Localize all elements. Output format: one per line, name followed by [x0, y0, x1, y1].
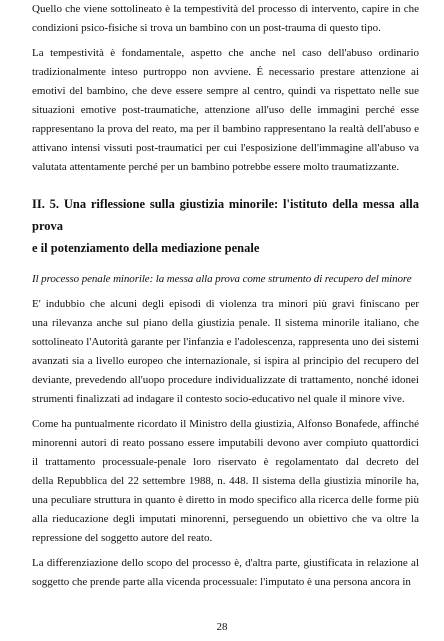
- text-line: avanzati sia a livello europeo che internazionale, si ispira al principio del recupero del: [32, 355, 419, 367]
- text-line: La tempestività è fondamentale, aspetto che anche nel caso dell'abuso ordinario: [32, 47, 419, 59]
- text-line: della Repubblica del 22 settembre 1988, n. 448. Il sistema della giustizia minorile ha,: [32, 475, 419, 487]
- paragraph: [32, 554, 419, 592]
- text-line: una rilevanza anche sul piano della giustizia penale. Il sistema minorile italiano, che: [32, 317, 419, 329]
- top-paragraphs: [32, 0, 419, 177]
- page-number: 28: [216, 621, 228, 633]
- text-line: attivano intensi vissuti post-traumatici per cui l'esposizione dell'immagine all'abuso va: [32, 142, 419, 154]
- text-line: strumenti finalizzati ad indagare il contesto socio-educativo nel quale il minore vive.: [32, 393, 405, 405]
- text-line: alla rieducazione degli imputati minorenni, perseguendo un obiettivo che va oltre la: [32, 513, 419, 525]
- heading-line: II. 5. Una riflessione sulla giustizia minorile: l'istituto della messa alla prova: [32, 197, 419, 233]
- paragraph: [32, 44, 419, 177]
- paragraph: [32, 0, 419, 38]
- text-line: tradizionalmente inteso purtroppo non avviene. É necessario prestare attenzione ai: [32, 66, 419, 78]
- text-line: La differenziazione dello scopo del processo è, d'altra parte, giustificata in relazione al: [32, 557, 419, 569]
- text-line: repressione del soggetto autore del reato.: [32, 532, 213, 544]
- bottom-paragraphs: [32, 295, 419, 592]
- document-page: [32, 0, 419, 598]
- paragraph: [32, 415, 419, 548]
- text-line: Come ha puntualmente ricordato il Ministro della giustizia, Alfonso Bonafede, affinché: [32, 418, 419, 430]
- text-line: minorenni autori di reato possano essere imputabili devono aver compiuto quattordici: [32, 437, 419, 449]
- text-line: situazioni emotive post-traumatiche, attenzione all'uso delle immagini perché esse: [32, 104, 419, 116]
- text-line: il trattamento processuale-penale loro riservato è regolamentato dal decreto del: [32, 456, 419, 468]
- text-line: una peculiare struttura in quanto è diretto in modo specifico alla ricerca delle forme più: [32, 494, 419, 506]
- section-heading: [32, 193, 419, 259]
- text-line: E' indubbio che alcuni degli episodi di violenza tra minori più gravi finiscano per: [32, 298, 419, 310]
- text-line: emotivi del bambino, che deve essere sempre al centro, quindi va rispettato nelle sue: [32, 85, 419, 97]
- text-line: condizioni psico-fisiche si trova un bambino con un post-trauma di questo tipo.: [32, 22, 381, 34]
- text-line: Quello che viene sottolineato è la tempestività del processo di intervento, capire in che: [32, 3, 419, 15]
- heading-line: e il potenziamento della mediazione penale: [32, 241, 260, 255]
- text-line: valutata attentamente perché per un bambino potrebbe essere molto traumatizzante.: [32, 161, 400, 173]
- text-line: sottolineato l'Autorità garante per l'infanzia e l'adolescenza, rappresenta uno dei sistemi: [32, 336, 419, 348]
- subsection-heading: Il processo penale minorile: la messa alla prova come strumento di recupero del minore: [32, 273, 412, 285]
- paragraph: [32, 295, 419, 409]
- text-line: soggetto che prende parte alla vicenda processuale: l'imputato è una persona ancora in: [32, 576, 411, 588]
- text-line: rappresentano la prova del reato, ma per il bambino rappresentano la realtà dell'abuso e: [32, 123, 419, 135]
- text-line: deviante, prevedendo all'uopo procedure individualizzate di trattamento, nonché idonei: [32, 374, 419, 386]
